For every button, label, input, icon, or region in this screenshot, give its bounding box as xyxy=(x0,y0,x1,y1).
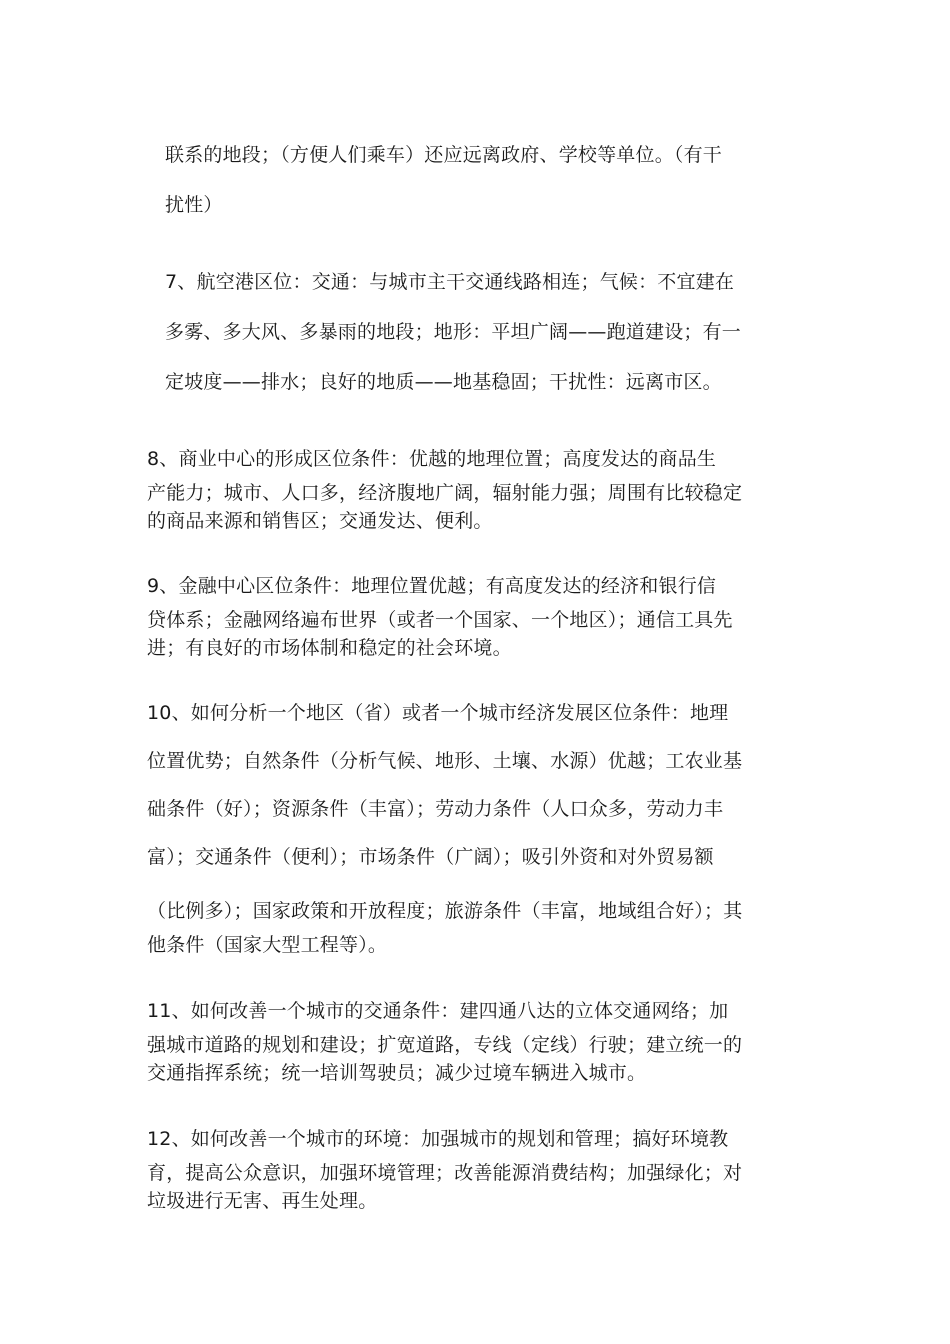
text-line: 他条件（国家大型工程等）。 xyxy=(147,934,388,956)
text-line: 础条件（好）；资源条件（丰富）；劳动力条件（人口众多，劳动力丰 xyxy=(147,798,724,820)
text-line: 扰性） xyxy=(165,194,223,216)
text-line: 强城市道路的规划和建设；扩宽道路，专线（定线）行驶；建立统一的 xyxy=(147,1034,743,1056)
text-line: 育，提高公众意识，加强环境管理；改善能源消费结构；加强绿化；对 xyxy=(147,1162,743,1184)
text-line: （比例多）；国家政策和开放程度；旅游条件（丰富，地域组合好）；其 xyxy=(147,900,743,922)
text-line: 联系的地段；（方便人们乘车）还应远离政府、学校等单位。（有干 xyxy=(165,144,723,166)
text-line: 贷体系；金融网络遍布世界（或者一个国家、一个地区）；通信工具先 xyxy=(147,609,733,631)
text-line: 产能力；城市、人口多，经济腹地广阔，辐射能力强；周围有比较稳定 xyxy=(147,482,743,504)
text-line: 进；有良好的市场体制和稳定的社会环境。 xyxy=(147,637,512,659)
text-line: 多雾、多大风、多暴雨的地段；地形：平坦广阔——跑道建设；有一 xyxy=(165,321,742,343)
text-line: 11、如何改善一个城市的交通条件：建四通八达的立体交通网络；加 xyxy=(147,1000,729,1022)
text-line: 12、如何改善一个城市的环境：加强城市的规划和管理；搞好环境教 xyxy=(147,1128,729,1150)
text-line: 垃圾进行无害、再生处理。 xyxy=(147,1190,378,1212)
text-line: 7、航空港区位：交通：与城市主干交通线路相连；气候：不宜建在 xyxy=(165,271,735,293)
text-line: 富）；交通条件（便利）；市场条件（广阔）；吸引外资和对外贸易额 xyxy=(147,846,714,868)
text-line: 位置优势；自然条件（分析气候、地形、土壤、水源）优越；工农业基 xyxy=(147,750,743,772)
text-line: 8、商业中心的形成区位条件：优越的地理位置；高度发达的商品生 xyxy=(147,448,717,470)
text-line: 交通指挥系统；统一培训驾驶员；减少过境车辆进入城市。 xyxy=(147,1062,647,1084)
text-line: 10、如何分析一个地区（省）或者一个城市经济发展区位条件：地理 xyxy=(147,702,729,724)
text-line: 定坡度——排水；良好的地质——地基稳固；干扰性：远离市区。 xyxy=(165,371,722,393)
text-line: 9、金融中心区位条件：地理位置优越；有高度发达的经济和银行信 xyxy=(147,575,717,597)
text-line: 的商品来源和销售区；交通发达、便利。 xyxy=(147,510,493,532)
